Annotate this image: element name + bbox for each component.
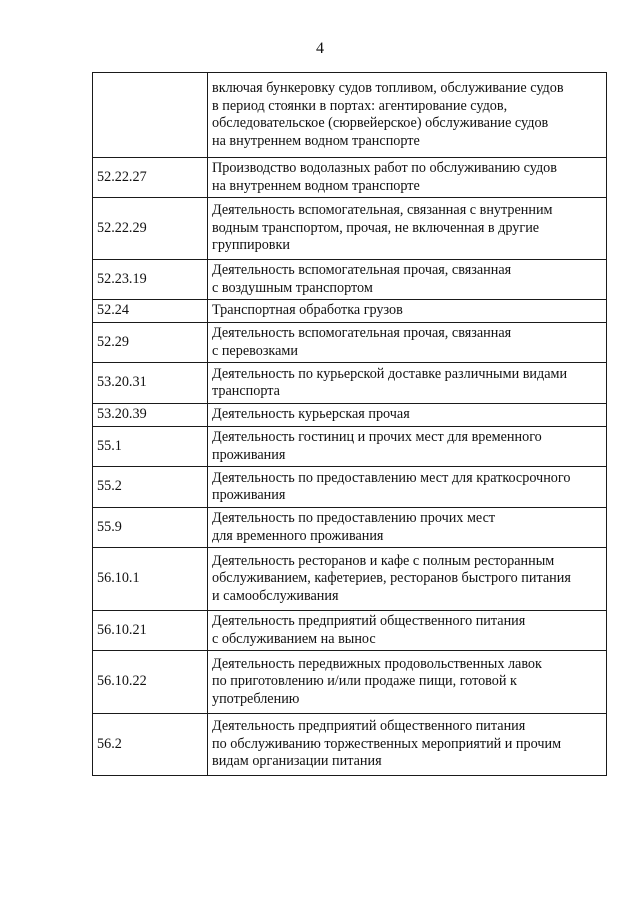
- activity-description-cell: [208, 198, 607, 260]
- activity-code-cell: 55.2: [93, 467, 208, 508]
- table-row: [93, 427, 607, 467]
- description-line: Деятельность гостиниц и прочих мест для временного: [212, 429, 542, 445]
- description-line: водным транспортом, прочая, не включенная в другие: [212, 219, 540, 236]
- activity-description-cell: [208, 651, 607, 714]
- description-line: Деятельность ресторанов и кафе с полным ресторанным: [212, 552, 555, 569]
- table-row: [93, 548, 607, 611]
- description-line: Деятельность вспомогательная, связанная с внутренним: [212, 202, 553, 219]
- table-row: [93, 198, 607, 260]
- table-row: [93, 300, 607, 323]
- table-row: [93, 714, 607, 776]
- table-row: [93, 260, 607, 300]
- activity-code-cell: 56.10.21: [93, 611, 208, 651]
- table-row: [93, 611, 607, 651]
- table-row: [93, 508, 607, 548]
- description-line: Деятельность вспомогательная прочая, связанная: [212, 262, 512, 278]
- activity-code-cell: 52.29: [93, 323, 208, 363]
- description-line: Деятельность передвижных продовольственных лавок: [212, 655, 542, 672]
- description-line: в период стоянки в портах: агентирование судов,: [212, 97, 508, 114]
- description-line: Деятельность по предоставлению прочих мест: [212, 510, 496, 526]
- activity-description-cell: [208, 363, 607, 404]
- description-line: для временного проживания: [212, 527, 384, 544]
- description-line: Деятельность вспомогательная прочая, связанная: [212, 325, 512, 341]
- activity-code-cell: 53.20.31: [93, 363, 208, 404]
- activity-description-cell: [208, 508, 607, 548]
- description-line: с перевозками: [212, 342, 298, 359]
- description-line: по обслуживанию торжественных мероприятий и прочим: [212, 735, 562, 752]
- activity-description-cell: [208, 714, 607, 776]
- description-line: с воздушным транспортом: [212, 279, 373, 296]
- description-line: видам организации питания: [212, 753, 382, 770]
- table-row: [93, 323, 607, 363]
- description-line: Деятельность предприятий общественного питания: [212, 613, 526, 629]
- description-line: Транспортная обработка грузов: [212, 302, 403, 319]
- activity-description-cell: [208, 323, 607, 363]
- activity-description-cell: [208, 300, 607, 323]
- activity-description-cell: [208, 260, 607, 300]
- activity-code-cell: 55.1: [93, 427, 208, 467]
- description-line: Деятельность курьерская прочая: [212, 406, 410, 423]
- activity-code-cell: 52.23.19: [93, 260, 208, 300]
- activity-code-cell: 56.10.22: [93, 651, 208, 714]
- description-line: с обслуживанием на вынос: [212, 630, 376, 647]
- description-line: по приготовлению и/или продаже пищи, готовой к: [212, 673, 517, 690]
- table-row: [93, 158, 607, 198]
- description-line: на внутреннем водном транспорте: [212, 132, 420, 149]
- description-line: транспорта: [212, 383, 280, 399]
- description-line: проживания: [212, 487, 286, 503]
- activity-description-cell: [208, 611, 607, 651]
- description-line: Деятельность по предоставлению мест для краткосрочного: [212, 469, 571, 486]
- activity-description-cell: [208, 548, 607, 611]
- table-row: [93, 404, 607, 427]
- activity-description-cell: [208, 467, 607, 508]
- description-line: употреблению: [212, 690, 300, 707]
- description-line: Деятельность по курьерской доставке различными видами: [212, 365, 568, 382]
- page-number: 4: [316, 40, 324, 57]
- activity-code-cell: 52.24: [93, 300, 208, 323]
- description-line: включая бункеровку судов топливом, обслуживание судов: [212, 80, 564, 96]
- activity-code-cell: 52.22.27: [93, 158, 208, 198]
- activity-code-cell: [93, 73, 208, 158]
- table-row: [93, 651, 607, 714]
- table-row: [93, 363, 607, 404]
- description-line: Деятельность предприятий общественного питания: [212, 718, 526, 735]
- description-line: на внутреннем водном транспорте: [212, 177, 420, 194]
- activity-code-cell: 52.22.29: [93, 198, 208, 260]
- activity-codes-table: [92, 72, 607, 776]
- description-line: обслуживанием, кафетериев, ресторанов быстрого питания: [212, 570, 571, 587]
- activity-code-cell: 55.9: [93, 508, 208, 548]
- table-body: [93, 73, 607, 776]
- activity-description-cell: [208, 73, 607, 158]
- description-line: обследовательское (сюрвейерское) обслуживание судов: [212, 115, 549, 131]
- description-line: группировки: [212, 237, 290, 254]
- activity-code-cell: 53.20.39: [93, 404, 208, 427]
- table-row: [93, 73, 607, 158]
- activity-description-cell: [208, 427, 607, 467]
- activity-code-cell: 56.2: [93, 714, 208, 776]
- description-line: проживания: [212, 446, 286, 463]
- table-row: [93, 467, 607, 508]
- description-line: и самообслуживания: [212, 587, 339, 604]
- activity-description-cell: [208, 404, 607, 427]
- activity-description-cell: [208, 158, 607, 198]
- description-line: Производство водолазных работ по обслуживанию судов: [212, 160, 557, 176]
- activity-code-cell: 56.10.1: [93, 548, 208, 611]
